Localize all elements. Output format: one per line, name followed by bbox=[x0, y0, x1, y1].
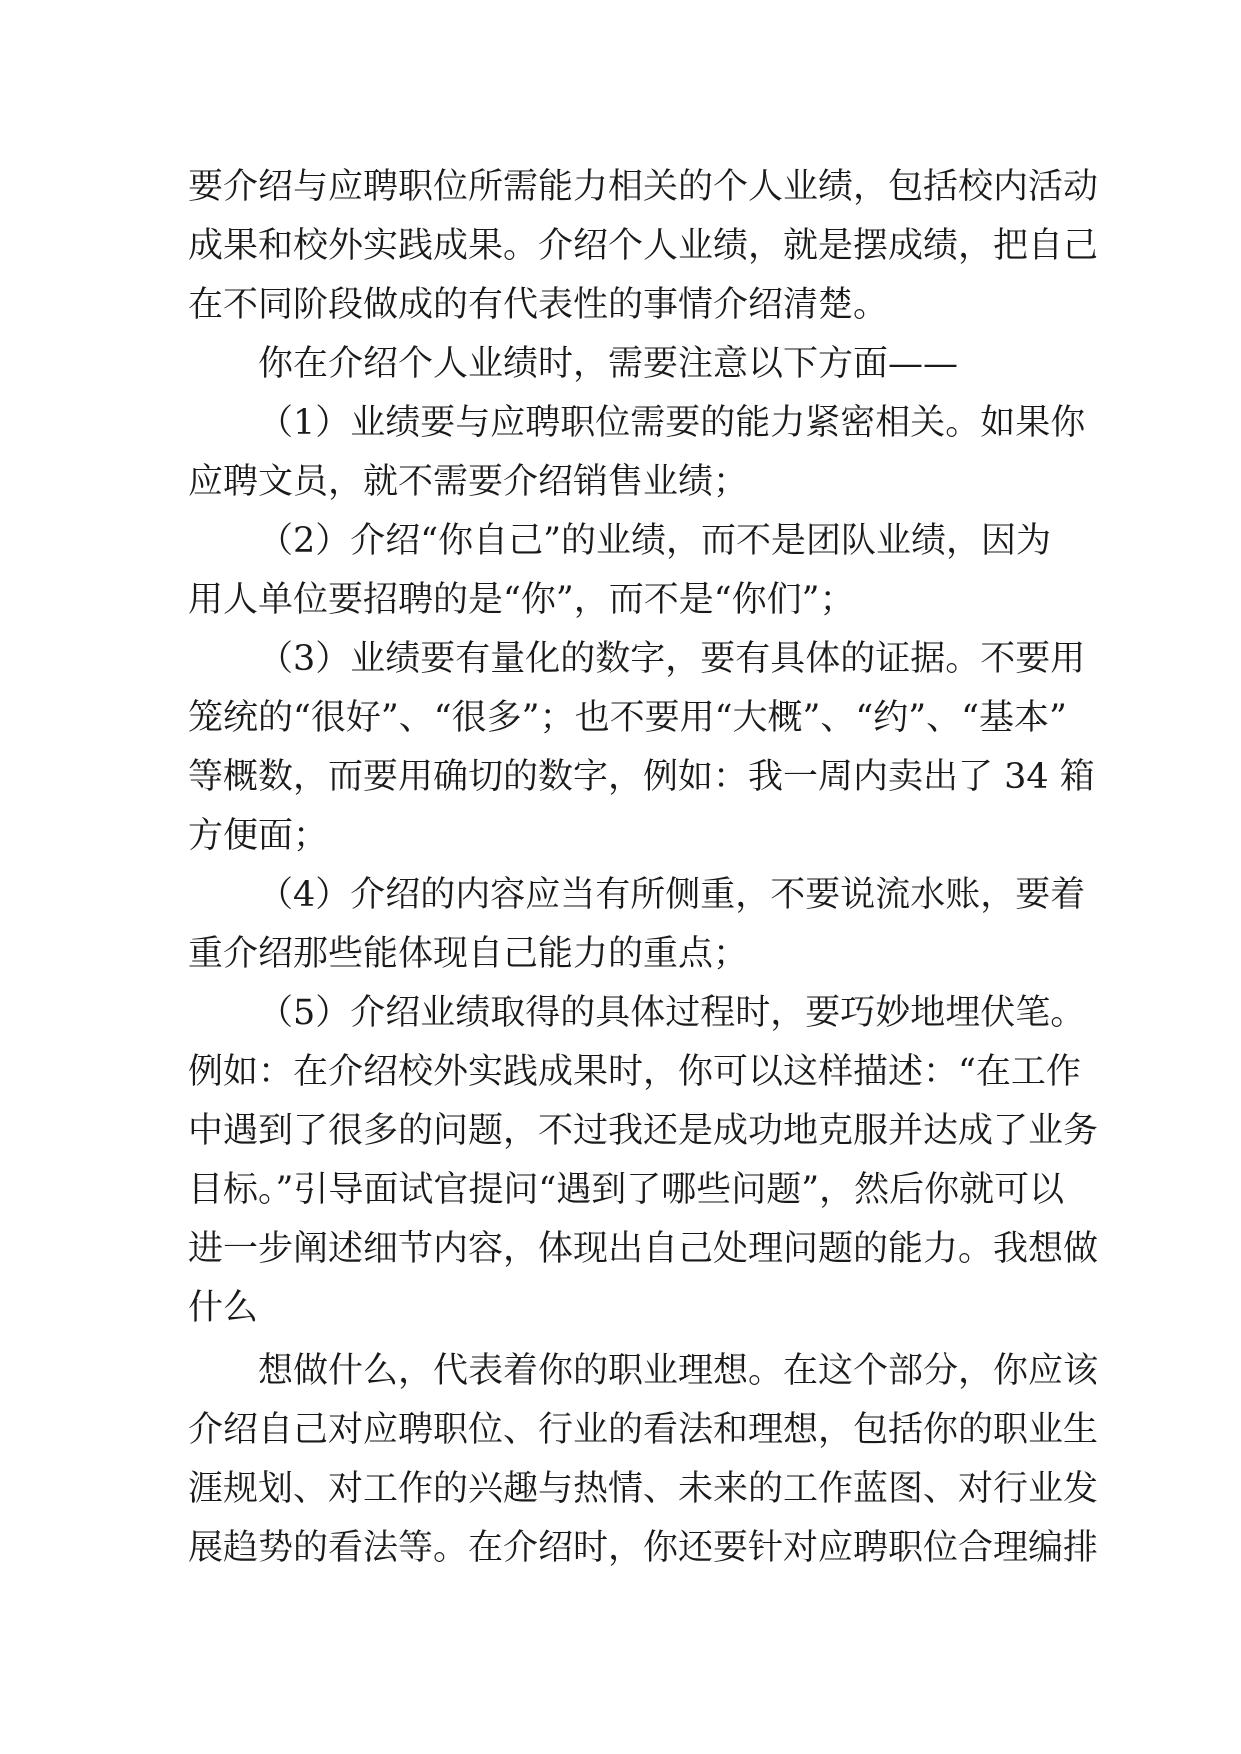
text-line: 涯规划、对工作的兴趣与热情、未来的工作蓝图、对行业发 bbox=[188, 1469, 1099, 1509]
text-line: （4）介绍的内容应当有所侧重，不要说流水账，要着 bbox=[258, 875, 1086, 915]
text-line: 你在介绍个人业绩时，需要注意以下方面—— bbox=[258, 344, 959, 384]
text-line: 应聘文员，就不需要介绍销售业绩； bbox=[188, 462, 749, 502]
text-line: （3）业绩要有量化的数字，要有具体的证据。不要用 bbox=[258, 639, 1086, 679]
text-line: 什么 bbox=[188, 1288, 259, 1328]
text-line: 进一步阐述细节内容，体现出自己处理问题的能力。我想做 bbox=[188, 1229, 1099, 1269]
text-line: （2）介绍“你自己”的业绩，而不是团队业绩，因为 bbox=[258, 521, 1052, 561]
text-line: 例如：在介绍校外实践成果时，你可以这样描述：“在工作 bbox=[188, 1052, 1081, 1092]
text-line: 方便面； bbox=[188, 816, 329, 856]
document-body bbox=[188, 158, 1099, 1578]
text-line: 目标。”引导面试官提问“遇到了哪些问题”，然后你就可以 bbox=[188, 1170, 1065, 1210]
text-line: 用人单位要招聘的是“你”，而不是“你们”； bbox=[188, 580, 855, 620]
text-line: 展趋势的看法等。在介绍时，你还要针对应聘职位合理编排 bbox=[188, 1528, 1099, 1568]
text-line: 介绍自己对应聘职位、行业的看法和理想，包括你的职业生 bbox=[188, 1410, 1099, 1450]
text-line: 中遇到了很多的问题，不过我还是成功地克服并达成了业务 bbox=[188, 1111, 1099, 1151]
text-line: 重介绍那些能体现自己能力的重点； bbox=[188, 934, 749, 974]
text-line: 想做什么，代表着你的职业理想。在这个部分，你应该 bbox=[258, 1351, 1099, 1391]
text-line: （1）业绩要与应聘职位需要的能力紧密相关。如果你 bbox=[258, 403, 1086, 443]
text-line: 成果和校外实践成果。介绍个人业绩，就是摆成绩，把自己 bbox=[188, 226, 1099, 266]
text-line: 要介绍与应聘职位所需能力相关的个人业绩，包括校内活动 bbox=[188, 167, 1099, 207]
text-line: 笼统的“很好”、“很多”；也不要用“大概”、“约”、“基本” bbox=[188, 698, 1067, 738]
text-line: 在不同阶段做成的有代表性的事情介绍清楚。 bbox=[188, 285, 889, 325]
text-line: 等概数，而要用确切的数字，例如：我一周内卖出了 34 箱 bbox=[188, 757, 1095, 797]
text-line: （5）介绍业绩取得的具体过程时，要巧妙地埋伏笔。 bbox=[258, 993, 1086, 1033]
